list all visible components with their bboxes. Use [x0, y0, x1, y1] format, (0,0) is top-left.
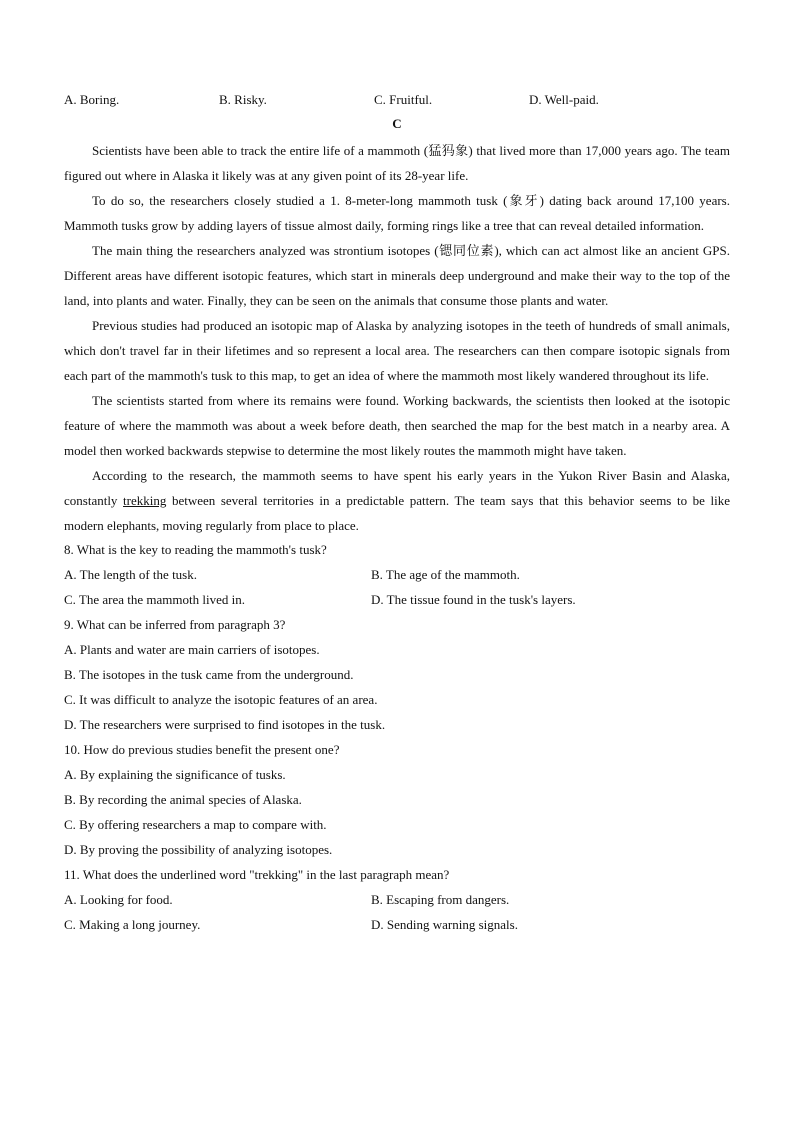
- q8-option-a: A. The length of the tusk.: [64, 567, 197, 582]
- q9-option-d: D. The researchers were surprised to find isotopes in the tusk.: [64, 717, 386, 732]
- q10-option-c: C. By offering researchers a map to compare with.: [64, 817, 327, 832]
- q11-option-b: B. Escaping from dangers.: [371, 892, 510, 907]
- q8-option-b: B. The age of the mammoth.: [371, 567, 520, 582]
- question-9-stem: 9. What can be inferred from paragraph 3?: [64, 617, 286, 632]
- q11-option-a: A. Looking for food.: [64, 892, 173, 907]
- option-a: A. Boring.: [64, 92, 120, 107]
- question-11-options-row-2: [64, 912, 730, 937]
- paragraph-4: Previous studies had produced an isotopic map of Alaska by analyzing isotopes in the teeth of hundreds of small animals, which don't travel far in their lifetimes and so represent a local area. The researchers can then compare isotopic signals from each part of the mammoth's tusk to this map, to get an idea of where the mammoth most likely wandered throughout its life.: [64, 318, 730, 383]
- paragraph-6: [64, 463, 730, 538]
- q10-option-b: B. By recording the animal species of Alaska.: [64, 792, 302, 807]
- question-8-stem: 8. What is the key to reading the mammoth's tusk?: [64, 542, 327, 557]
- q8-option-c: C. The area the mammoth lived in.: [64, 592, 245, 607]
- paragraph-6-before: According to the research, the mammoth seems to have spent his early years in the Yukon River Basin and Alaska, constantly: [64, 468, 730, 508]
- question-11-options-row-1: [64, 887, 730, 912]
- option-b: B. Risky.: [219, 92, 267, 107]
- q11-option-d: D. Sending warning signals.: [371, 917, 518, 932]
- option-c: C. Fruitful.: [374, 92, 433, 107]
- question-10-stem: 10. How do previous studies benefit the present one?: [64, 742, 340, 757]
- question-8-options-row-1: [64, 562, 730, 587]
- paragraph-6-after: between several territories in a predictable pattern. The team says that this behavior seems to be like modern elephants, moving regularly from place to place.: [64, 493, 731, 533]
- paragraph-2: To do so, the researchers closely studied a 1. 8-meter-long mammoth tusk (象牙) dating back around 17,100 years. Mammoth tusks grow by adding layers of tissue almost daily, forming rings like a tree that can reveal detailed information.: [64, 193, 730, 233]
- prev-question-options: [64, 88, 730, 112]
- section-title: C: [392, 116, 402, 131]
- paragraph-3: The main thing the researchers analyzed was strontium isotopes (锶同位素), which can act almost like an ancient GPS. Different areas have different isotopic features, which start in minerals deep underground and make their way to the top of the land, into plants and water. Finally, they can be seen on the animals that consume those plants and water.: [64, 243, 730, 308]
- q10-option-d: D. By proving the possibility of analyzing isotopes.: [64, 842, 333, 857]
- exam-page: [64, 88, 730, 937]
- underlined-word-trekking: trekking: [123, 493, 167, 508]
- q8-option-d: D. The tissue found in the tusk's layers.: [371, 592, 576, 607]
- question-11-stem: 11. What does the underlined word "trekking" in the last paragraph mean?: [64, 867, 450, 882]
- q9-option-c: C. It was difficult to analyze the isotopic features of an area.: [64, 692, 378, 707]
- paragraph-1: Scientists have been able to track the entire life of a mammoth (猛犸象) that lived more than 17,000 years ago. The team figured out where in Alaska it likely was at any given point of its 28-year life.: [64, 143, 730, 183]
- option-d: D. Well-paid.: [529, 92, 599, 107]
- q10-option-a: A. By explaining the significance of tusks.: [64, 767, 286, 782]
- paragraph-5: The scientists started from where its remains were found. Working backwards, the scientists then looked at the isotopic feature of where the mammoth was about a week before death, then searched the map for the best match in a nearby area. A model then worked backwards stepwise to determine the most likely routes the mammoth might have taken.: [64, 393, 730, 458]
- question-8-options-row-2: [64, 587, 730, 612]
- q9-option-b: B. The isotopes in the tusk came from the underground.: [64, 667, 354, 682]
- q11-option-c: C. Making a long journey.: [64, 917, 201, 932]
- q9-option-a: A. Plants and water are main carriers of isotopes.: [64, 642, 320, 657]
